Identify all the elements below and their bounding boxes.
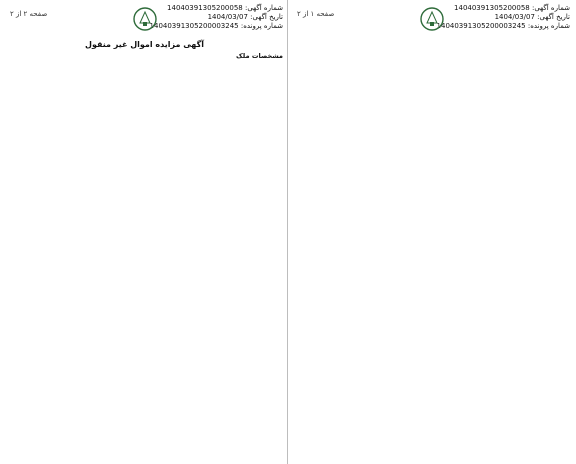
case-number: شماره پرونده: 14040391305200003245 [436, 22, 570, 30]
right-header [293, 4, 570, 38]
page-number: صفحه ۱ از ۲ [297, 10, 335, 18]
notice-number: شماره آگهی: 14040391305200058 [167, 4, 283, 12]
notice-date: تاریخ آگهی: 1404/03/07 [207, 13, 283, 21]
left-meta [150, 4, 283, 31]
column-divider [287, 0, 288, 464]
notice-number: شماره آگهی: 14040391305200058 [454, 4, 570, 12]
right-meta [437, 4, 570, 31]
judiciary-emblem-icon [419, 6, 445, 32]
notice-date: تاریخ آگهی: 1404/03/07 [494, 13, 570, 21]
right-column [289, 0, 576, 464]
page-number: صفحه ۲ از ۲ [10, 10, 48, 18]
property-specs-heading: مشخصات ملک [236, 52, 283, 60]
left-column [0, 0, 287, 464]
notice-title: آگهی مزایده اموال غیر منقول [85, 40, 204, 49]
judiciary-emblem-icon [132, 6, 158, 32]
left-header [6, 4, 283, 38]
case-number: شماره پرونده: 14040391305200003245 [149, 22, 283, 30]
